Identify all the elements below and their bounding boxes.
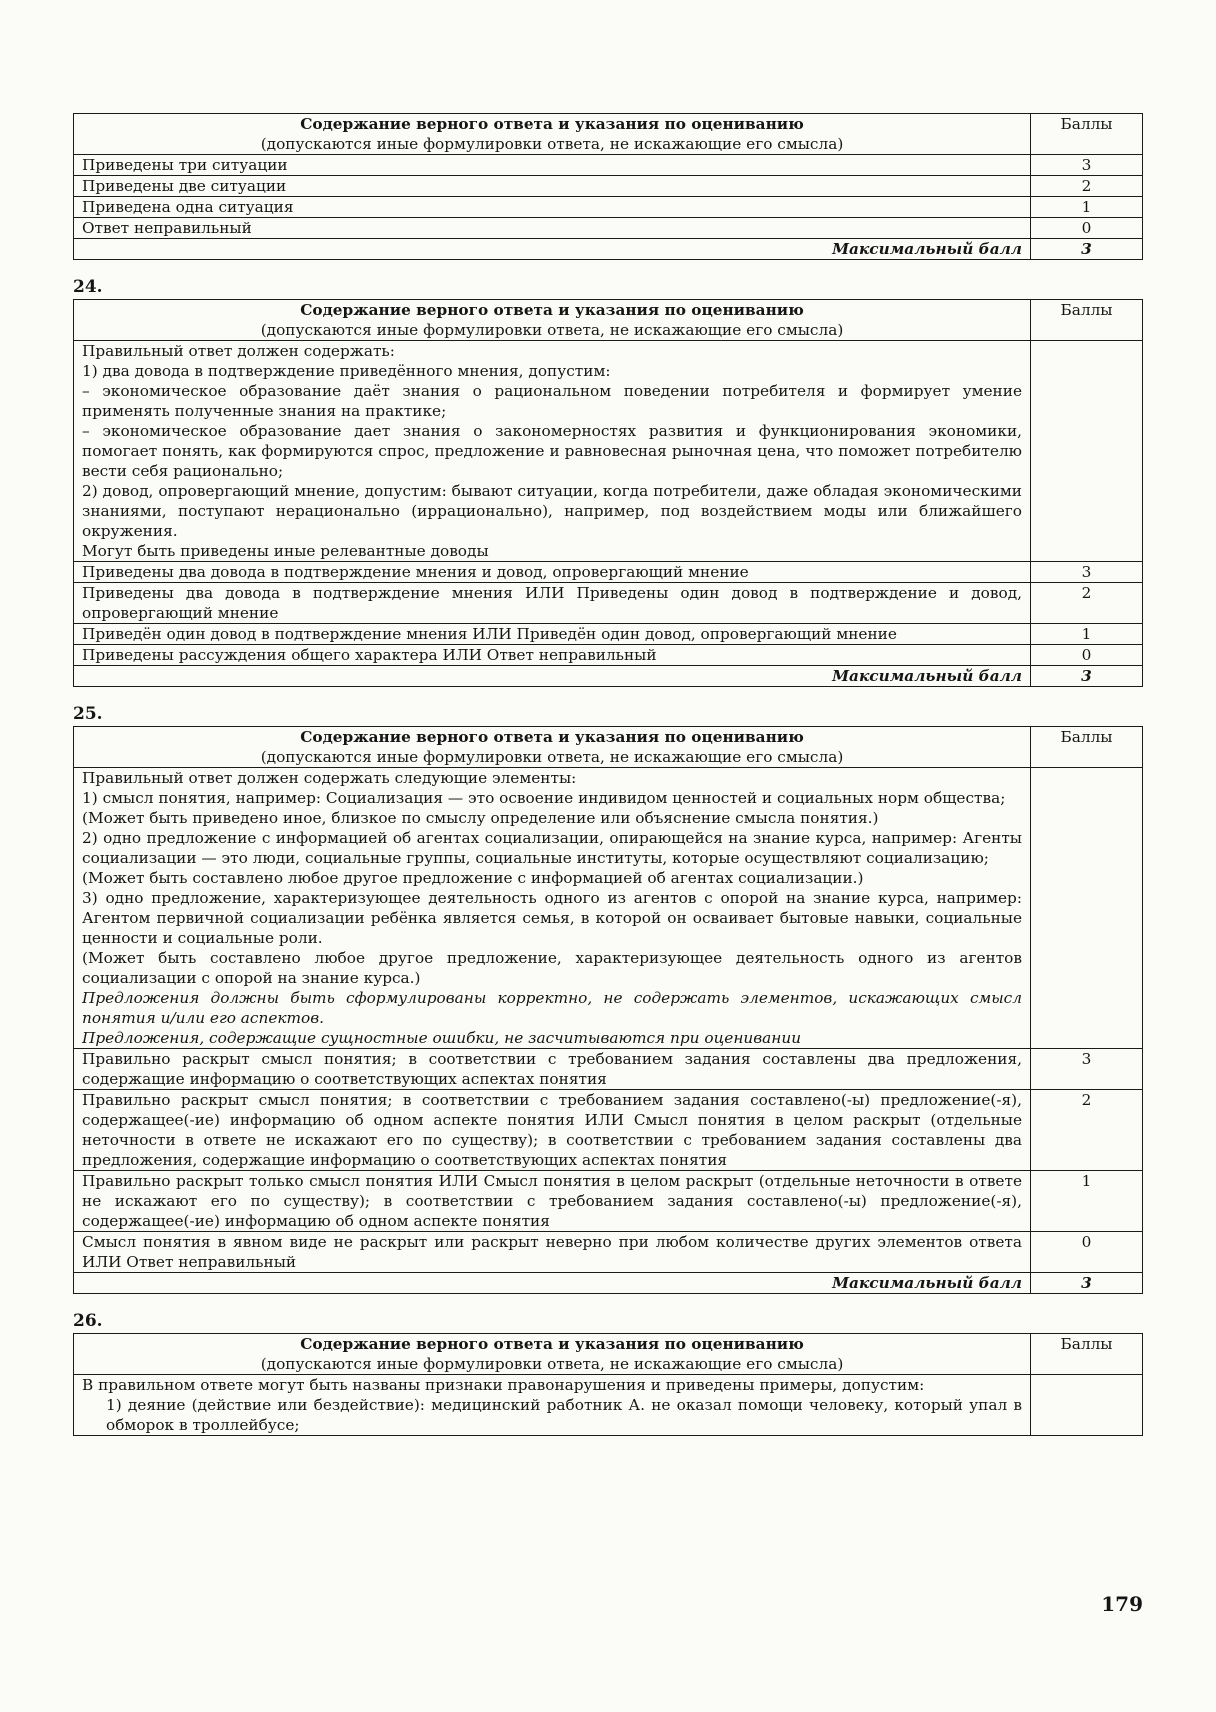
content-line: Правильный ответ должен содержать:: [82, 342, 395, 360]
header-title: Содержание верного ответа и указания по оцениванию: [300, 115, 804, 133]
question-number-26: 26.: [73, 1311, 103, 1331]
answer-content: [74, 1375, 1031, 1436]
row-text: Правильно раскрыт смысл понятия; в соответствии с требованием задания составлены два предложения, содержащие информацию о соответствующих аспектах понятия: [74, 1049, 1031, 1090]
row-score-empty: [1031, 341, 1143, 562]
row-score: 0: [1031, 645, 1143, 666]
answer-content: [74, 341, 1031, 562]
row-score: 1: [1031, 197, 1143, 218]
table-row: [74, 645, 1143, 666]
row-text: Приведены три ситуации: [74, 155, 1031, 176]
page-content: [73, 113, 1143, 1436]
row-score: 2: [1031, 1090, 1143, 1171]
row-text: Приведены две ситуации: [74, 176, 1031, 197]
content-row: [74, 1375, 1143, 1436]
row-text: Правильно раскрыт смысл понятия; в соответствии с требованием задания составлено(-ы) предложение(-я), содержащее(-ие) информацию об одном аспекте понятия ИЛИ Смысл понятия в целом раскрыт (отдельные неточности в ответе не искажают его по существу); в соответствии с требованием задания составлены два предложения, содержащие информацию о соответствующих аспектах понятия: [74, 1090, 1031, 1171]
header-score: Баллы: [1031, 727, 1143, 768]
table-row: [74, 562, 1143, 583]
content-line: (Может быть составлено любое другое предложение, характеризующее деятельность одного из агентов социализации с опорой на знание курса.): [82, 949, 1022, 987]
content-line: В правильном ответе могут быть названы признаки правонарушения и приведены примеры, допустим:: [82, 1376, 925, 1394]
row-score: 3: [1031, 155, 1143, 176]
row-score-empty: [1031, 768, 1143, 1049]
table-header-content: [74, 727, 1031, 768]
table-row: [74, 583, 1143, 624]
answer-content: [74, 768, 1031, 1049]
max-score-row: [74, 1273, 1143, 1294]
table-row: [74, 624, 1143, 645]
table-row: [74, 155, 1143, 176]
max-label: Максимальный балл: [74, 239, 1031, 260]
question-number-25: 25.: [73, 704, 103, 724]
max-score-row: [74, 666, 1143, 687]
table-header-content: [74, 300, 1031, 341]
max-score-row: [74, 239, 1143, 260]
header-score: Баллы: [1031, 114, 1143, 155]
content-line: 1) два довода в подтверждение приведённого мнения, допустим:: [82, 362, 611, 380]
content-row: [74, 768, 1143, 1049]
row-text: Приведены два довода в подтверждение мнения ИЛИ Приведены один довод в подтверждение и довод, опровергающий мнение: [74, 583, 1031, 624]
table-header-content: [74, 114, 1031, 155]
row-score: 3: [1031, 1049, 1143, 1090]
table-row: [74, 197, 1143, 218]
content-note-italic: Предложения должны быть сформулированы корректно, не содержать элементов, искажающих смысл понятия и/или его аспектов.: [82, 989, 1022, 1027]
row-text: Правильно раскрыт только смысл понятия ИЛИ Смысл понятия в целом раскрыт (отдельные неточности в ответе не искажают его по существу); в соответствии с требованием задания составлено(-ы) предложение(-я), содержащее(-ие) информацию об одном аспекте понятия: [74, 1171, 1031, 1232]
table-header-row: [74, 300, 1143, 341]
table-row: [74, 1049, 1143, 1090]
content-line: – экономическое образование даёт знания о рациональном поведении потребителя и формирует умение применять полученные знания на практике;: [82, 382, 1022, 420]
content-line: 2) довод, опровергающий мнение, допустим: бывают ситуации, когда потребители, даже обладая экономическими знаниями, поступают нерационально (иррационально), например, под воздействием моды или ближайшего окружения.: [82, 482, 1022, 540]
row-score: 0: [1031, 218, 1143, 239]
content-row: [74, 341, 1143, 562]
row-score: 1: [1031, 1171, 1143, 1232]
content-note-italic: Предложения, содержащие сущностные ошибки, не засчитываются при оценивании: [82, 1029, 802, 1047]
content-line: – экономическое образование дает знания о закономерностях развития и функционирования экономики, помогает понять, как формируются спрос, предложение и равновесная рыночная цена, что поможет потребителю вести себя рационально;: [82, 422, 1022, 480]
max-score: 3: [1031, 1273, 1143, 1294]
row-score: 3: [1031, 562, 1143, 583]
content-line: 3) одно предложение, характеризующее деятельность одного из агентов с опорой на знание курса, например: Агентом первичной социализации ребёнка является семья, в которой он осваивает бытовые навыки, социальные ценности и социальные роли.: [82, 889, 1022, 947]
header-title: Содержание верного ответа и указания по оцениванию: [300, 301, 804, 319]
row-text: Приведены два довода в подтверждение мнения и довод, опровергающий мнение: [74, 562, 1031, 583]
table-row: [74, 218, 1143, 239]
row-text: Приведены рассуждения общего характера ИЛИ Ответ неправильный: [74, 645, 1031, 666]
header-title: Содержание верного ответа и указания по оцениванию: [300, 728, 804, 746]
table-header-row: [74, 114, 1143, 155]
max-score: 3: [1031, 239, 1143, 260]
content-line: 1) смысл понятия, например: Социализация — это освоение индивидом ценностей и социальных норм общества;: [82, 789, 1006, 807]
table-header-row: [74, 727, 1143, 768]
content-line: (Может быть составлено любое другое предложение с информацией об агентах социализации.): [82, 869, 864, 887]
table-row: [74, 176, 1143, 197]
header-subtitle: (допускаются иные формулировки ответа, не искажающие его смысла): [260, 135, 844, 153]
question-number-24: 24.: [73, 277, 103, 297]
criteria-table-23: [73, 113, 1143, 260]
row-text: Ответ неправильный: [74, 218, 1031, 239]
row-score-empty: [1031, 1375, 1143, 1436]
table-header-row: [74, 1334, 1143, 1375]
row-text: Приведён один довод в подтверждение мнения ИЛИ Приведён один довод, опровергающий мнение: [74, 624, 1031, 645]
header-subtitle: (допускаются иные формулировки ответа, не искажающие его смысла): [260, 1355, 844, 1373]
criteria-table-25: [73, 726, 1143, 1294]
header-score: Баллы: [1031, 1334, 1143, 1375]
row-score: 0: [1031, 1232, 1143, 1273]
page-number: 179: [1101, 1592, 1143, 1616]
row-text: Приведена одна ситуация: [74, 197, 1031, 218]
row-text: Смысл понятия в явном виде не раскрыт или раскрыт неверно при любом количестве других элементов ответа ИЛИ Ответ неправильный: [74, 1232, 1031, 1273]
header-subtitle: (допускаются иные формулировки ответа, не искажающие его смысла): [260, 748, 844, 766]
content-line: 1) деяние (действие или бездействие): медицинский работник А. не оказал помощи человеку, который упал в обморок в троллейбусе;: [106, 1396, 1022, 1434]
max-score: 3: [1031, 666, 1143, 687]
row-score: 2: [1031, 176, 1143, 197]
criteria-table-24: [73, 299, 1143, 687]
max-label: Максимальный балл: [74, 666, 1031, 687]
max-label: Максимальный балл: [74, 1273, 1031, 1294]
row-score: 2: [1031, 583, 1143, 624]
content-line: Могут быть приведены иные релевантные доводы: [82, 542, 489, 560]
content-line: Правильный ответ должен содержать следующие элементы:: [82, 769, 577, 787]
header-subtitle: (допускаются иные формулировки ответа, не искажающие его смысла): [260, 321, 844, 339]
table-row: [74, 1090, 1143, 1171]
header-score: Баллы: [1031, 300, 1143, 341]
header-title: Содержание верного ответа и указания по оцениванию: [300, 1335, 804, 1353]
row-score: 1: [1031, 624, 1143, 645]
table-header-content: [74, 1334, 1031, 1375]
content-line: 2) одно предложение с информацией об агентах социализации, опирающейся на знание курса, например: Агенты социализации — это люди, социальные группы, социальные институты, которые осуществляют социализацию;: [82, 829, 1022, 867]
table-row: [74, 1171, 1143, 1232]
table-row: [74, 1232, 1143, 1273]
criteria-table-26: [73, 1333, 1143, 1436]
content-line: (Может быть приведено иное, близкое по смыслу определение или объяснение смысла понятия.): [82, 809, 879, 827]
